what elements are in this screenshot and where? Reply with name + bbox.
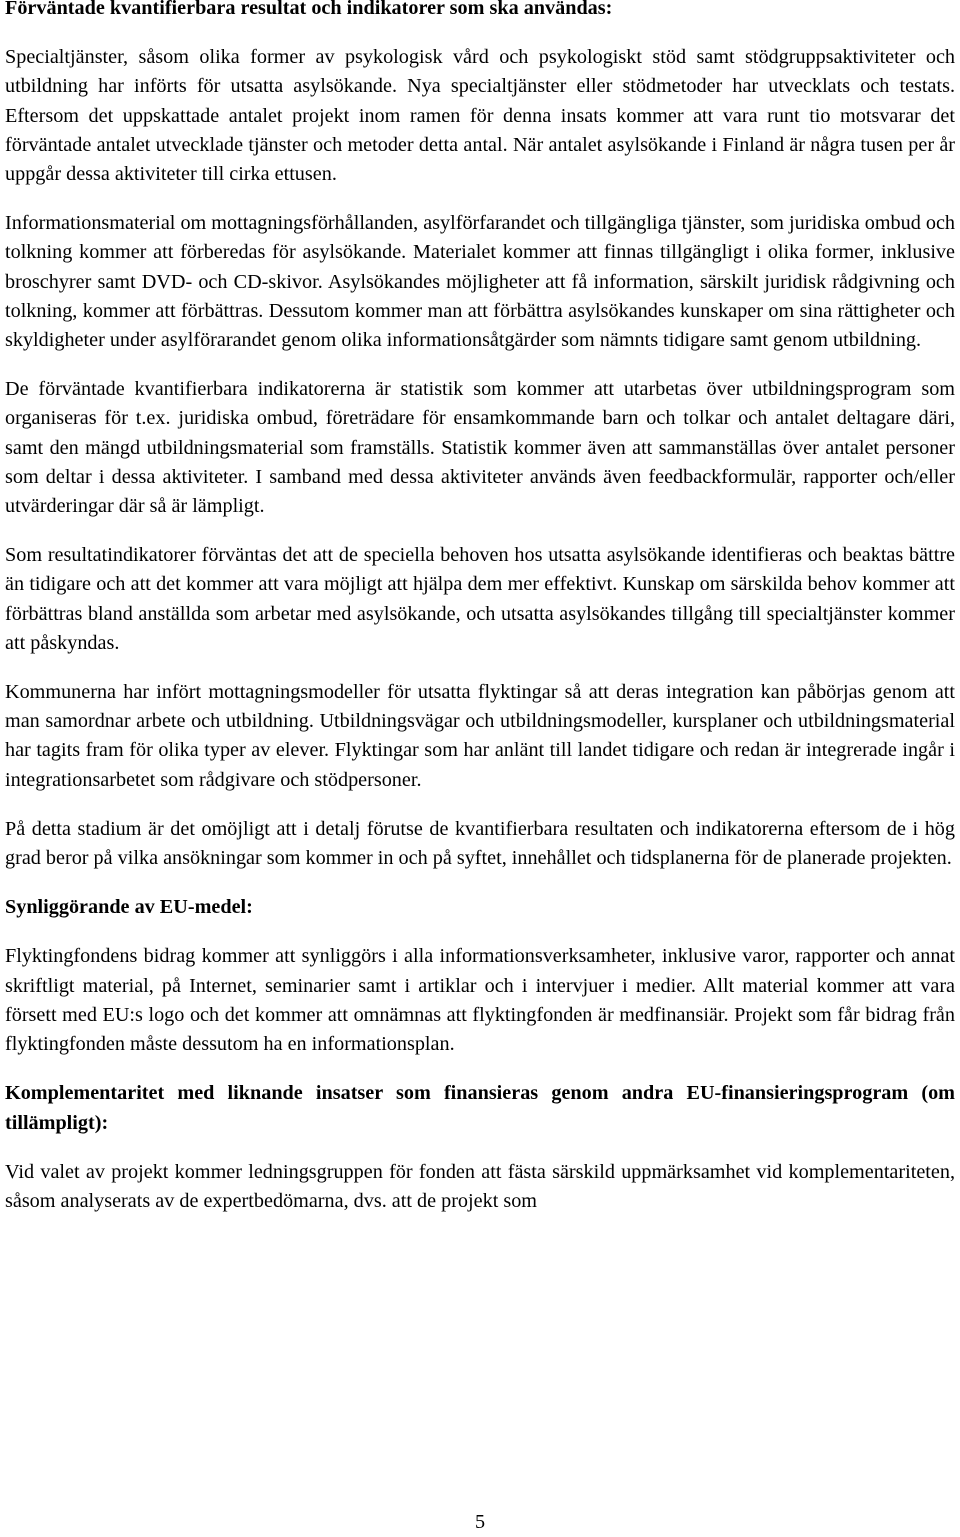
page-number: 5 [474, 1511, 486, 1533]
paragraph-result-indicators: Som resultatindikatorer förväntas det att de speciella behoven hos utsatta asylsökande identifieras och beaktas bättre än tidigare och att det kommer att vara möjligt att hjälpa dem mer effektivt. Kunskap om särskilda behov kommer att förbättras bland anställda som arbetar med asylsökande, och utsatta asylsökandes tillgång till specialtjänster kommer att påskyndas. [5, 544, 955, 654]
paragraph-fund-visibility: Flyktingfondens bidrag kommer att synliggörs i alla informationsverksamheter, inklusive varor, rapporter och annat skriftligt material, på Internet, seminarier samt i artiklar och i intervjuer i medier. Allt material kommer att vara försett med EU:s logo och det kommer att omnämnas att flyktingfonden är medfinansiär. Projekt som får bidrag från flyktingfonden måste dessutom ha en informationsplan. [5, 945, 955, 1056]
paragraph-quantifiable-indicators: De förväntade kvantifierbara indikatorerna är statistik som kommer att utarbetas över utbildningsprogram som organiseras för t.ex. juridiska ombud, företrädare för ensamkommande barn och tolkar och antalet deltagare däri, samt den mängd utbildningsmaterial som framställs. Statistik kommer även att sammanställas över antalet personer som deltar i dessa aktiviteter. I samband med dessa aktiviteter används även feedbackformulär, rapporter och/eller utvärderingar där så är lämpligt. [5, 378, 955, 518]
paragraph-current-stage: På detta stadium är det omöjligt att i detalj förutse de kvantifierbara resultaten och indikatorerna eftersom de i hög grad beror på vilka ansökningar som kommer in och på syftet, innehållet och tidsplanerna för de planerade projekten. [5, 817, 955, 870]
paragraph-project-selection: Vid valet av projekt kommer ledningsgruppen för fonden att fästa särskild uppmärksamhet vid komplementariteten, såsom analyserats av de expertbedömarna, dvs. att de projekt som [5, 1160, 955, 1212]
section-heading-expected-results: Förväntade kvantifierbara resultat och indikatorer som ska användas: [5, 0, 613, 19]
document-page [5, 0, 955, 1216]
section-heading-complementarity: Komplementaritet med liknande insatser som finansieras genom andra EU-finansieringsprogram (om tillämpligt): [5, 1082, 955, 1134]
paragraph-special-services: Specialtjänster, såsom olika former av psykologisk vård och psykologiskt stöd samt stödgruppsaktiviteter och utbildning har införts för utsatta asylsökande. Nya specialtjänster eller stödmetoder har utvecklats och testats. Eftersom det uppskattade antalet projekt inom ramen för denna insats kommer att vara runt tio motsvarar det förväntade antalet utvecklade tjänster och metoder detta antal. När antalet asylsökande i Finland är några tusen per år uppgår dessa aktiviteter till cirka ettusen. [5, 46, 955, 186]
paragraph-municipal-models: Kommunerna har infört mottagningsmodeller för utsatta flyktingar så att deras integration kan påbörjas genom att man samordnar arbete och utbildning. Utbildningsvägar och utbildningsmodeller, kursplaner och utbildningsmaterial har tagits fram för olika typer av elever. Flyktingar som har anlänt till landet tidigare och redan är integrerade ingår i integrationsarbetet som rådgivare och stödpersoner. [5, 681, 955, 791]
section-heading-eu-visibility: Synliggörande av EU-medel: [5, 896, 253, 919]
paragraph-information-material: Informationsmaterial om mottagningsförhållanden, asylförfarandet och tillgängliga tjänster, som juridiska ombud och tolkning kommer att förberedas för asylsökande. Materialet kommer att finnas tillgängligt i olika former, inklusive broschyrer samt DVD- och CD-skivor. Asylsökandes möjligheter att få information, särskilt juridisk rådgivning och tolkning, kommer att förbättras. Dessutom kommer man att förbättra asylsökandes kunskaper om sina rättigheter och skyldigheter under asylförarandet genom olika informationsåtgärder som nämnts tidigare samt genom utbildning. [5, 212, 956, 352]
